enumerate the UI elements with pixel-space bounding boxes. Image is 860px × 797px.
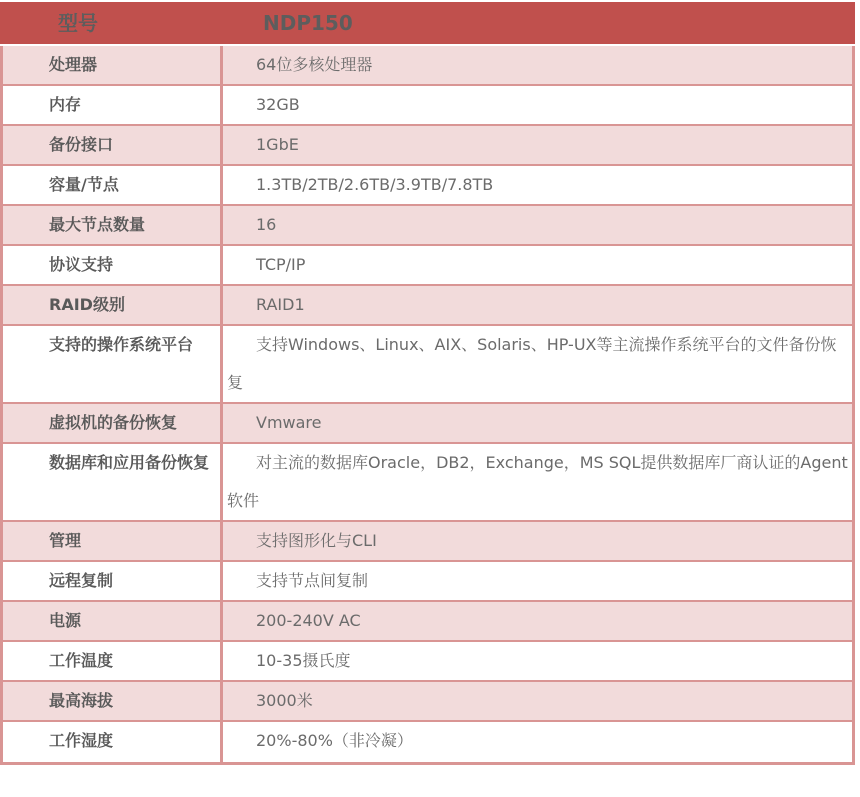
- spec-label: 容量/节点: [49, 175, 119, 194]
- spec-value: 10-35摄氏度: [220, 642, 852, 680]
- spec-value: RAID1: [220, 286, 852, 324]
- spec-label: 虚拟机的备份恢复: [49, 413, 178, 432]
- spec-value: 支持图形化与CLI: [220, 522, 852, 560]
- table-body: [0, 46, 855, 765]
- spec-table: [0, 2, 855, 765]
- spec-label: 工作温度: [49, 651, 114, 670]
- table-row: [3, 404, 852, 444]
- table-row: [3, 522, 852, 562]
- spec-label: 处理器: [49, 55, 98, 74]
- spec-value: TCP/IP: [220, 246, 852, 284]
- model-header-value: NDP150: [263, 11, 353, 35]
- spec-value: 32GB: [220, 86, 852, 124]
- table-row: [3, 326, 852, 404]
- table-row: [3, 682, 852, 722]
- table-row: [3, 562, 852, 602]
- spec-label: 协议支持: [49, 255, 114, 274]
- table-row: [3, 602, 852, 642]
- spec-label: 支持的操作系统平台: [49, 335, 194, 354]
- spec-value: Vmware: [220, 404, 852, 442]
- table-row: [3, 86, 852, 126]
- spec-value: 支持Windows、Linux、AIX、Solaris、HP-UX等主流操作系统平台的文件备份恢复: [220, 326, 852, 402]
- spec-label: 内存: [49, 95, 82, 114]
- spec-value: 200-240V AC: [220, 602, 852, 640]
- spec-label: 最大节点数量: [49, 215, 146, 234]
- spec-value: 1.3TB/2TB/2.6TB/3.9TB/7.8TB: [220, 166, 852, 204]
- table-row: [3, 286, 852, 326]
- spec-label: 管理: [49, 531, 82, 550]
- table-row: [3, 642, 852, 682]
- spec-value: 20%-80%（非冷凝）: [220, 722, 852, 762]
- spec-value: 支持节点间复制: [220, 562, 852, 600]
- table-row: [3, 166, 852, 206]
- spec-value: 对主流的数据库Oracle，DB2，Exchange，MS SQL提供数据库厂商认证的Agent软件: [220, 444, 852, 520]
- spec-label: 备份接口: [49, 135, 114, 154]
- spec-label: RAID级别: [49, 295, 125, 314]
- spec-label: 工作湿度: [49, 731, 114, 750]
- spec-label: 数据库和应用备份恢复: [49, 453, 210, 472]
- spec-label: 远程复制: [49, 571, 114, 590]
- model-header-label: 型号: [58, 11, 98, 35]
- table-row: [3, 206, 852, 246]
- table-row: [3, 444, 852, 522]
- table-row: [3, 246, 852, 286]
- spec-value: 3000米: [220, 682, 852, 720]
- spec-value: 16: [220, 206, 852, 244]
- spec-label: 电源: [49, 611, 82, 630]
- table-header-row: [0, 2, 855, 44]
- table-row: [3, 46, 852, 86]
- table-row: [3, 722, 852, 762]
- table-row: [3, 126, 852, 166]
- spec-value: 1GbE: [220, 126, 852, 164]
- spec-label: 最高海拔: [49, 691, 114, 710]
- spec-value: 64位多核处理器: [220, 46, 852, 84]
